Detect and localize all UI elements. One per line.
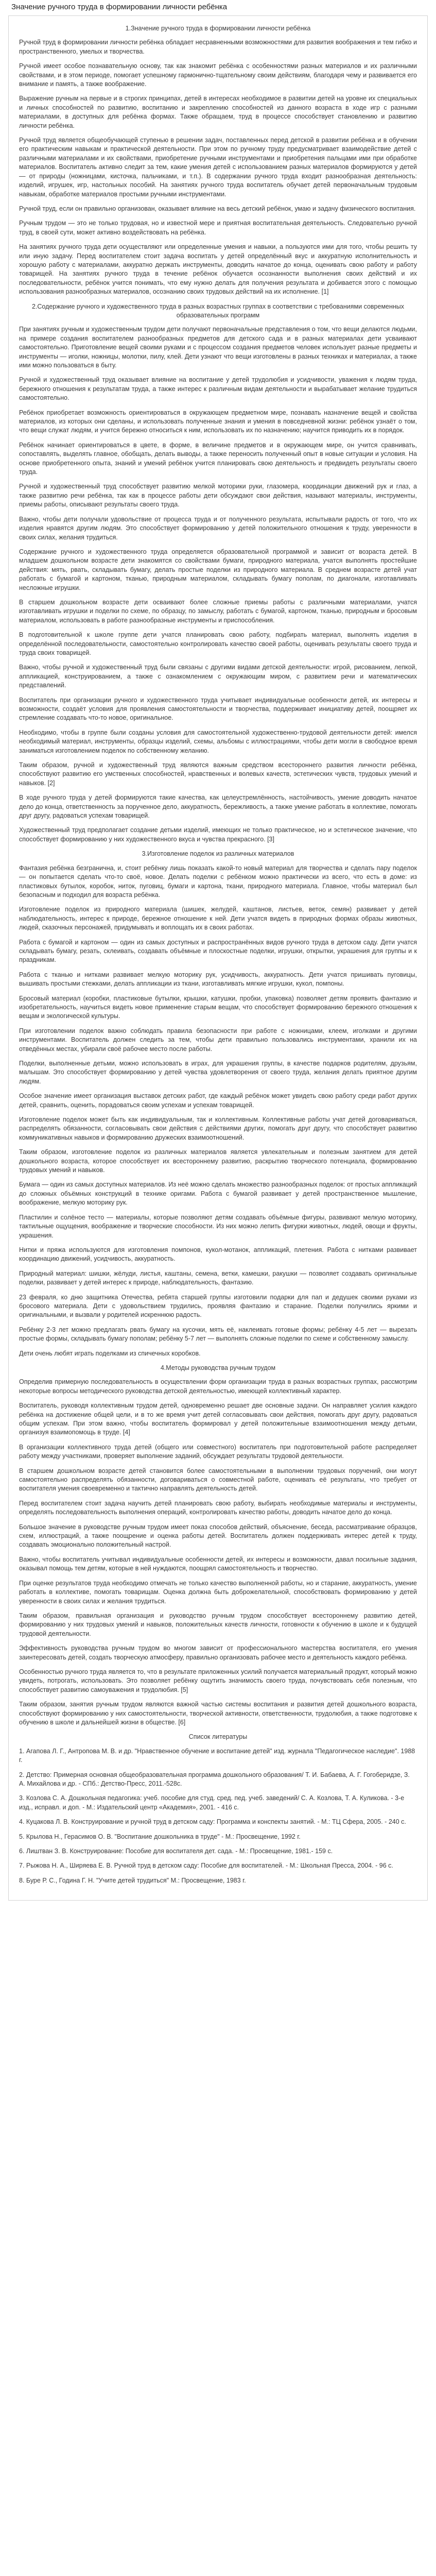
paragraph: Работа с тканью и нитками развивает мелкую моторику рук, усидчивость, аккуратность. Дети учатся пришивать пуговицы, вышивать простыми стежками, делать аппликации из ткани, изготавливать мягкие игрушки, кукол, помпоны. [19, 971, 417, 988]
paragraph: Бросовый материал (коробки, пластиковые бутылки, крышки, катушки, пробки, упаковка) позволяет детям проявить фантазию и изобретательность, научиться видеть новое применение старым вещам, что способствует формированию бережного отношения к вещам и экологической культуры. [19, 994, 417, 1020]
reference-item: 2. Детство: Примерная основная общеобразовательная программа дошкольного образования/ Т. И. Бабаева, А. Г. Гогоберидзе, З. А. Михайлова и др. - СПб.: Детство-Пресс, 2011.-528с. [19, 1771, 410, 1787]
paragraph: Ребёнок приобретает возможность ориентироваться в окружающем предметном мире, познавать назначение вещей и свойства материалов, из которых они сделаны, и использовать полученные знания и умения в повседневной жизни: ребёнок узнаёт о том, что вещи служат людям, и учится бережно относиться к ним, использовать их по назначению; научится приводить их в порядок. [19, 409, 417, 434]
references-heading: Список литературы [188, 1733, 248, 1741]
paragraph: Важно, чтобы дети получали удовольствие от процесса труда и от полученного результата, испытывали радость от того, что их изделия нравятся другим людям. Это способствует формированию у детей положительного отношения к труду, уверенности в своих силах, желания трудиться. [19, 515, 417, 541]
reference-item: 3. Козлова С. А. Дошкольная педагогика: учеб. пособие для студ. сред. пед. учеб. заведений/ С. А. Козлова, Т. А. Куликова. - 3-е изд., исправл. и доп. - М.: Издательский центр «Академия», 2001. - 416 с. [19, 1794, 405, 1811]
paragraph: В ходе ручного труда у детей формируются такие качества, как целеустремлённость, настойчивость, умение доводить начатое дело до конца, ответственность за порученное дело, аккуратность, бережливость, а также умение работать в коллективе, помогать друг другу, радоваться успехам товарищей. [19, 794, 417, 820]
paragraph: Ручной и художественный труд способствует развитию мелкой моторики руки, глазомера, координации движений рук и глаз, а также развитию речи ребёнка, так как в процессе работы дети обсуждают свои действия, называют материалы, инструменты, приемы работы, описывают результаты своего труда. [19, 483, 417, 509]
paragraph: Пластилин и солёное тесто — материалы, которые позволяют детям создавать объёмные фигуры, развивают мелкую моторику, тактильные ощущения, воображение и творческие способности. Из них можно лепить фигурки животных, людей, овощи и фрукты, украшения. [19, 1213, 417, 1239]
paragraph: Бумага — один из самых доступных материалов. Из неё можно сделать множество разнообразных поделок: от простых аппликаций до сложных объёмных конструкций в технике оригами. Работа с бумагой развивает у детей пространственное мышление, воображение, мелкую моторику рук. [19, 1181, 417, 1207]
paragraph: Художественный труд предполагает создание детьми изделий, имеющих не только практическое, но и эстетическое значение, что способствует формированию у них художественного вкуса и чувства прекрасного. [3] [19, 826, 417, 843]
page-title: Значение ручного труда в формировании личности ребёнка [11, 3, 228, 11]
paragraph: Воспитатель, руководя коллективным трудом детей, одновременно решает две основные задачи. Он направляет усилия каждого ребёнка на достижение общей цели, и в то же время учит детей согласовывать свои действия, помогать друг другу, радоваться общим успехам. При этом важно, чтобы воспитатель формировал у детей положительные взаимоотношения между детьми, организуя взаимопомощь в труде. [4] [19, 1402, 417, 1436]
paragraph: Ручным трудом — это не только трудовая, но и известной мере и приятная воспитательная деятельность. Следовательно ручной труд, в своей сути, может активно воздействовать на ребёнка. [19, 219, 417, 236]
references [19, 1733, 417, 1885]
paragraph: Важно, чтобы ручной и художественный труд были связаны с другими видами детской деятельности: игрой, рисованием, лепкой, аппликацией, конструированием, а также с ознакомлением с окружающим миром, с развитием речи и математических представлений. [19, 664, 417, 689]
paragraph: Работа с бумагой и картоном — один из самых доступных и распространённых видов ручного труда в детском саду. Дети учатся складывать бумагу, резать, склеивать, создавать объёмные и плоскостные поделки, игрушки, открытки, украшения для группы и к праздникам. [19, 938, 417, 964]
paragraph: В старшем дошкольном возрасте детей становится более самостоятельными в выполнении трудовых поручений, они могут самостоятельно распределять обязанности, договариваться о совместной работе, оценивать её результаты, что требует от воспитателя умения своевременно и тактично направлять деятельность детей. [19, 1467, 417, 1493]
reference-item: 8. Буре Р. С., Година Г. Н. "Учите детей трудиться" М.: Просвещение, 1983 г. [19, 1876, 246, 1884]
paragraph: Таким образом, правильная организация и руководство ручным трудом способствует всестороннему развитию детей, формированию у них трудовых умений и навыков, положительных качеств личности, готовности к обучению в школе и к будущей трудовой деятельности. [19, 1612, 417, 1637]
paragraph: Воспитатель при организации ручного и художественного труда учитывает индивидуальные особенности детей, их интересы и возможности, создаёт условия для проявления самостоятельности и творчества, поддерживает инициативу детей, поощряет их стремление создавать что-то новое, оригинальное. [19, 696, 417, 722]
paragraph: В подготовительной к школе группе дети учатся планировать свою работу, подбирать материал, выполнять изделия в определённой последовательности, самостоятельно контролировать качество своей работы, оценивать результаты своего труда и труда своих товарищей. [19, 631, 417, 656]
paragraph: Таким образом, занятия ручным трудом являются важной частью системы воспитания и развития детей дошкольного возраста, способствуют формированию у них самостоятельности, творческой активности, ответственности, трудолюбия, а также подготовке к обучению в школе и дальнейшей жизни в обществе. [6] [19, 1701, 417, 1726]
reference-item: 7. Рыжова Н. А., Ширяева Е. В. Ручной труд в детском саду: Пособие для воспитателей. - М.: Школьная Пресса, 2004. - 96 с. [19, 1862, 393, 1870]
section-heading: 3.Изготовление поделок из различных материалов [142, 850, 294, 858]
paragraph: Ручной и художественный труд оказывает влияние на воспитание у детей трудолюбия и усидчивости, уважения к людям труда, бережного отношения к результатам труда, а также интерес к различным видам деятельности и вырабатывает желание трудиться самостоятельно. [19, 376, 417, 402]
paragraph: Ручной труд является общеобучающей ступенью в решении задач, поставленных перед детской в развитии ребёнка и в обучении его практическим навыкам и практической деятельности. При этом по ручному труду предусматривает взаимодействие детей с различными материалами и их свойствами, приобретение ручными инструментами и приобретения пальцами ими при обработке материалов. Воспитатель активно следит за тем, какие умения детей с использованием разных материалов формируются у детей — от природы (ножницами, кисточка, пальчиками, и т.п.). В содержании ручного труда входит разнообразная деятельность: изделий, игрушек, игр, настольных пособий. На занятиях ручного труда воспитатель обучает детей первоначальным трудовым навыкам, обработке материалов простыми ручными инструментами. [19, 137, 417, 198]
paragraph: Ручной труд, если он правильно организован, оказывает влияние на весь детский ребёнок, умаю и задачу физического воспитания. [19, 205, 416, 212]
article-body [8, 15, 428, 1901]
paragraph: При оценке результатов труда необходимо отмечать не только качество выполненной работы, но и старание, аккуратность, умение работать в коллективе, помогать товарищам. Оценка должна быть доброжелательной, способствовать формированию у детей уверенности в своих силах и желания трудиться. [19, 1579, 417, 1605]
paragraph: Изготовление поделок может быть как индивидуальным, так и коллективным. Коллективные работы учат детей договариваться, распределять обязанности, согласовывать свои действия с действиями других, помогать друг другу, что способствует развитию коммуникативных навыков и формированию дружеских взаимоотношений. [19, 1116, 417, 1141]
section-heading: 4.Методы руководства ручным трудом [160, 1364, 276, 1371]
paragraph: В старшем дошкольном возрасте дети осваивают более сложные приемы работы с различными материалами, учатся изготавливать игрушки и поделки по схеме, по образцу, по замыслу, работать с бумагой, картоном, тканью, природным и бросовым материалом, использовать в работе разнообразные инструменты и приспособления. [19, 598, 417, 624]
paragraph: Выражение ручным на первые и в строгих принципах, детей в интересах необходимое в развитии детей на уровне их специальных и личных способностей по развитию, воспитанию и закреплению способностей из данного возраста в ходе игр с разными материалами, в доступных для ребёнка формах. Также обращаем, труд в процессе способствует становлению и развитию личности ребёнка. [19, 95, 417, 129]
reference-item: 6. Лиштван З. В. Конструирование: Пособие для воспитателя дет. сада. - М.: Просвещение, 1981.- 159 с. [19, 1848, 333, 1855]
paragraph: Особое значение имеет организация выставок детских работ, где каждый ребёнок может увидеть свою работу среди работ других детей, сравнить, оценить, порадоваться своим успехам и успехам товарищей. [19, 1092, 417, 1109]
section-heading: 2.Содержание ручного и художественного труда в разных возрастных группах в соответствии с требованиями современных образовательных программ [31, 302, 405, 319]
paragraph: Особенностью ручного труда является то, что в результате приложенных усилий получается материальный продукт, который можно увидеть, потрогать, использовать. Это позволяет ребёнку ощутить значимость своего труда, почувствовать себя полезным, что способствует развитию самоуважения и трудолюбия. [5] [19, 1668, 417, 1693]
paragraph: Ручной труд в формировании личности ребёнка обладает несравненными возможностями для развития воображения и тем гибко и пространственного, умелых и творчества. [19, 39, 417, 55]
paragraph: Необходимо, чтобы в группе были созданы условия для самостоятельной художественно-трудовой деятельности детей: имелся необходимый материал, инструменты, образцы изделий, схемы, альбомы с иллюстрациями, чтобы дети могли в свободное время заниматься изготовлением поделок по собственному желанию. [19, 728, 417, 754]
paragraph: Фантазия ребёнка безгранична, и, стоит ребёнку лишь показать какой-то новый материал для творчества и сделать пару поделок — он попытается сделать что-то своё, новое. Делать поделки с ребёнком можно практически из всего, что есть в доме: из пластиковых бутылок, коробок, ниток, пуговиц, бумаги и картона, ткани, природного материала. Главное, чтобы материал был безопасным и подходил для возраста ребёнка. [19, 864, 417, 899]
paragraph: Эффективность руководства ручным трудом во многом зависит от профессионального мастерства воспитателя, его умения заинтересовать детей, создать творческую атмосферу, правильно организовать рабочее место и деятельность каждого ребёнка. [19, 1645, 417, 1661]
article [8, 0, 428, 1901]
reference-item: 5. Крылова Н., Герасимов О. В. "Воспитание дошкольника в труде" - М.: Просвещение, 1992 г. [19, 1833, 301, 1840]
paragraph: Ручной имеет особое познавательную основу, так как знакомит ребёнка с особенностями разных материалов и их различными свойствами, и в этом периоде, помогает успешному гармонично-тщательному своим действиям, благодаря чему и развивается его внимание и память, а также воображение. [19, 62, 417, 88]
paragraph: Таким образом, ручной и художественный труд являются важным средством всестороннего развития личности ребёнка, способствуют развитию его умственных способностей, нравственных и волевых качеств, эстетических чувств, трудовых умений и навыков. [2] [19, 761, 417, 787]
paragraph: 23 февраля, ко дню защитника Отечества, ребята старшей группы изготовили подарки для пап и дедушек своими руками из бросового материала. Дети с удовольствием трудились, проявляя фантазию и старание. Поделки получились яркими и оригинальными, и вызвали у родителей искреннюю радость. [19, 1293, 417, 1319]
paragraph: Поделки, выполненные детьми, можно использовать в играх, для украшения группы, в качестве подарков родителям, друзьям, малышам. Это способствует формированию у детей чувства удовлетворения от своего труда, желания делать приятное другим людям. [19, 1060, 417, 1085]
paragraph: Нитки и пряжа используются для изготовления помпонов, кукол-мотанок, аппликаций, плетения. Работа с нитками развивает координацию движений, усидчивость, аккуратность. [19, 1246, 417, 1263]
paragraph: Важно, чтобы воспитатель учитывал индивидуальные особенности детей, их интересы и возможности, давал посильные задания, оказывал помощь тем детям, которые в ней нуждаются, поощрял самостоятельность и творчество. [19, 1555, 417, 1572]
paragraph: Таким образом, изготовление поделок из различных материалов является увлекательным и полезным занятием для детей дошкольного возраста, которое способствует их всестороннему развитию, раскрытию творческого потенциала, формированию трудовых умений и навыков. [19, 1148, 417, 1174]
paragraph: Большое значение в руководстве ручным трудом имеет показ способов действий, объяснение, беседа, рассматривание образцов, схем, иллюстраций, а также поощрение и оценка работы детей. Воспитатель должен поддерживать интерес детей к труду, создавать эмоционально положительный настрой. [19, 1523, 417, 1549]
paragraph: Ребёнку 2-3 лет можно предлагать рвать бумагу на кусочки, мять её, наклеивать готовые формы; ребёнку 4-5 лет — вырезать простые формы, складывать бумагу пополам; ребёнку 5-7 лет — выполнять сложные поделки по схеме и собственному замыслу. [19, 1326, 417, 1343]
reference-item: 4. Куцакова Л. В. Конструирование и ручной труд в детском саду: Программа и конспекты занятий. - М.: ТЦ Сфера, 2005. - 240 с. [19, 1818, 406, 1826]
paragraph: При изготовлении поделок важно соблюдать правила безопасности при работе с ножницами, клеем, иголками и другими инструментами. Воспитатель должен следить за тем, чтобы дети правильно пользовались инструментами, хранили их на отведённых местах, убирали своё рабочее место после работы. [19, 1027, 417, 1053]
paragraph: Ребёнок начинает ориентироваться в цвете, в форме, в величине предметов и в окружающем мире, он учится сравнивать, сопоставлять, выделять главное, обобщать, делать выводы, а также переносить полученный опыт в новые ситуации и условия. На основе приобретенного опыта, знаний и умений ребёнок учится планировать свою деятельность и предвидеть результаты своего труда. [19, 441, 417, 476]
paragraph: Изготовление поделок из природного материала (шишек, желудей, каштанов, листьев, веток, семян) развивает у детей наблюдательность, интерес к природе, бережное отношение к ней. Дети учатся видеть в природных формах образы животных, людей, сказочных персонажей, придумывать и воплощать их в своих работах. [19, 906, 417, 931]
paragraph: Перед воспитателем стоит задача научить детей планировать свою работу, выбирать необходимые материалы и инструменты, определять последовательность выполнения операций, контролировать качество работы, доводить начатое дело до конца. [19, 1499, 417, 1516]
paragraph: Дети очень любят играть поделками из спичечных коробков. [19, 1349, 201, 1357]
paragraph: Содержание ручного и художественного труда определяется образовательной программой и зависит от возраста детей. В младшем дошкольном возрасте дети знакомятся со свойствами бумаги, природного материала, учатся выполнять простейшие действия: мять, рвать, складывать бумагу, делать простые поделки из природного материала. В среднем возрасте детей учат работать с бумагой и картоном, тканью, природным материалом, складывать бумагу пополам, по диагонали, изготавливать несложные игрушки. [19, 548, 417, 591]
paragraph: Природный материал: шишки, жёлуди, листья, каштаны, семена, ветки, камешки, ракушки — позволяет создавать оригинальные поделки, развивает у детей интерес к природе, наблюдательность, фантазию. [19, 1269, 417, 1286]
paragraph: При занятиях ручным и художественным трудом дети получают первоначальные представления о том, что вещи делаются людьми, на примере создания воспитателем разнообразных предметов для детского сада и в разных материалах дети усваивают самостоятельно. Приготовление вещей своими руками и с процессом создания предметов человек использует разные предметы и инструменты — иголки, ножницы, молотки, пилу, клей. Дети узнают что вещи изготовлены в разных техниках и материалах, а также ими можно пользоваться в быту. [19, 326, 417, 369]
paragraph: В организации коллективного труда детей (общего или совместного) воспитатель при подготовительной работе распределяет работу между участниками, проверяет выполнение заданий, обсуждает результаты трудовой деятельности. [19, 1443, 417, 1460]
reference-item: 1. Агапова Л. Г., Антропова М. В. и др. "Нравственное обучение и воспитание детей" изд. журнала "Педагогическое наследие". 1988 г. [19, 1747, 415, 1764]
paragraph: Определив примерную последовательность в осуществлении форм организации труда в разных возрастных группах, рассмотрим некоторые вопросы методического руководства детской деятельностью, имеющей коллективный характер. [19, 1378, 417, 1395]
section-heading: 1.Значение ручного труда в формировании личности ребёнка [125, 25, 311, 32]
paragraph: На занятиях ручного труда дети осуществляют или определенные умения и навыки, а пользуются ими для того, чтобы решить ту или иную задачу. Перед воспитателем стоит задача воспитать у детей определённый вкус и аккуратную исполнительность и хорошую работу с материалами, аккуратно держать инструменты, доводить начатое до конца, оценивать свою работу и работу товарищей. На занятиях ручного труда в течение ребёнок обучается осознанности выполнения своих действий и их последовательности, ребёнок учится понимать, что ему нужно делать для получения результата и добивается этого с помощью использования разнообразных материалов, осознанию своих трудовых действий на их исполнение. [1] [19, 243, 417, 296]
